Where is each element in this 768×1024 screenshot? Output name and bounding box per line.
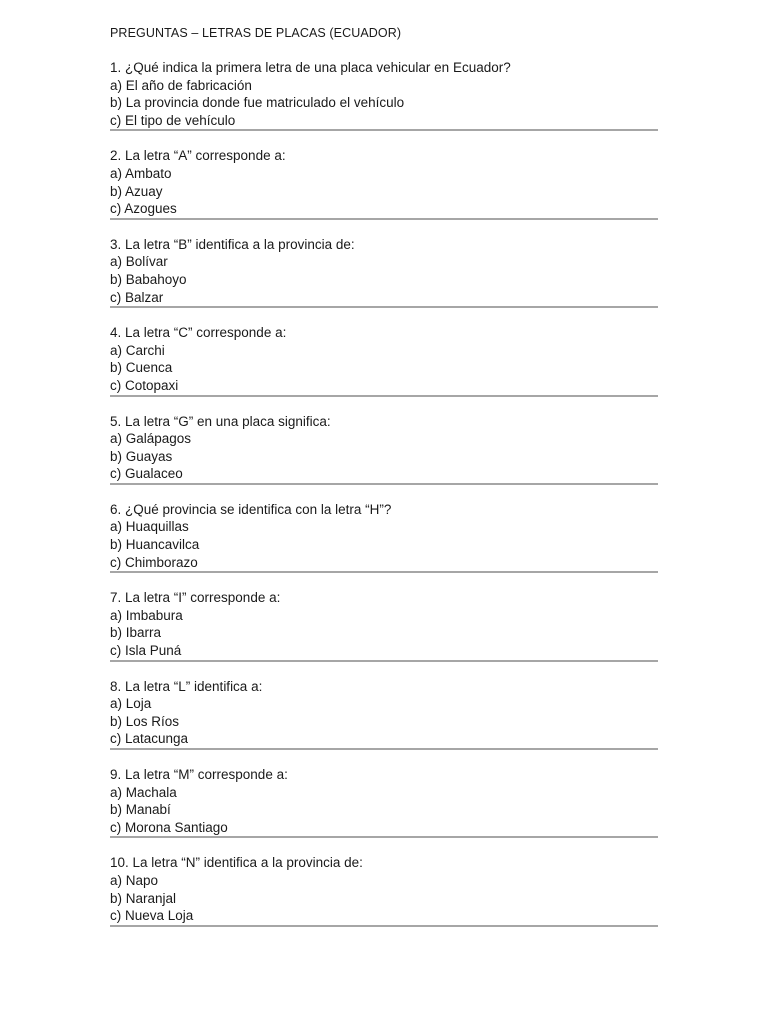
option-b: b) Azuay [110,183,163,199]
option-list [110,77,658,130]
option-a: a) Imbabura [110,607,183,623]
option-a: a) Loja [110,696,152,712]
option-b: b) Manabí [110,802,171,818]
option-list [110,607,658,660]
question-block [110,413,658,485]
option-c: c) El tipo de vehículo [110,112,236,128]
question-text: 7. La letra “I” corresponde a: [110,590,281,606]
question-text: 2. La letra “A” corresponde a: [110,148,286,164]
option-a: a) Carchi [110,342,165,358]
option-b: b) Huancavilca [110,537,200,553]
option-list [110,165,658,218]
option-c: c) Balzar [110,289,164,305]
question-text: 5. La letra “G” en una placa significa: [110,413,331,429]
option-a: a) Galápagos [110,431,192,447]
option-b: b) Naranjal [110,890,177,906]
question-text: 3. La letra “B” identifica a la provincia de: [110,236,355,252]
option-b: b) Los Ríos [110,713,180,729]
option-a: a) Bolívar [110,254,168,270]
option-b: b) Cuenca [110,360,173,376]
option-a: a) Huaquillas [110,519,189,535]
option-c: c) Azogues [110,201,177,217]
question-block [110,854,658,926]
question-text: 10. La letra “N” identifica a la provincia de: [110,855,363,871]
question-block [110,589,658,661]
question-text: 9. La letra “M” corresponde a: [110,767,288,782]
option-a: a) El año de fabricación [110,77,252,93]
option-b: b) Guayas [110,448,173,464]
question-block [110,59,658,131]
question-text: 6. ¿Qué provincia se identifica con la letra “H”? [110,501,392,517]
option-c: c) Cotopaxi [110,377,179,393]
option-a: a) Ambato [110,165,172,181]
option-list [110,518,658,571]
option-c: c) Isla Puná [110,643,182,659]
option-b: b) Ibarra [110,625,162,641]
option-a: a) Machala [110,784,177,800]
option-c: c) Latacunga [110,731,189,747]
question-block [110,766,658,838]
option-a: a) Napo [110,872,159,888]
option-list [110,784,658,837]
option-list [110,342,658,395]
option-list [110,695,658,748]
question-text: 4. La letra “C” corresponde a: [110,325,287,341]
option-list [110,430,658,483]
option-c: c) Gualaceo [110,466,183,482]
question-text: 8. La letra “L” identifica a: [110,678,263,694]
question-block [110,678,658,750]
question-block [110,236,658,308]
option-b: b) Babahoyo [110,271,187,287]
question-block [110,501,658,573]
question-text: 1. ¿Qué indica la primera letra de una placa vehicular en Ecuador? [110,60,511,75]
option-list [110,253,658,306]
question-list [110,59,658,943]
option-b: b) La provincia donde fue matriculado el vehículo [110,95,405,111]
document-title: PREGUNTAS – LETRAS DE PLACAS (ECUADOR) [110,26,402,40]
option-c: c) Morona Santiago [110,819,228,835]
option-c: c) Nueva Loja [110,908,194,924]
question-block [110,324,658,396]
question-block [110,147,658,219]
option-list [110,872,658,925]
option-c: c) Chimborazo [110,554,198,570]
